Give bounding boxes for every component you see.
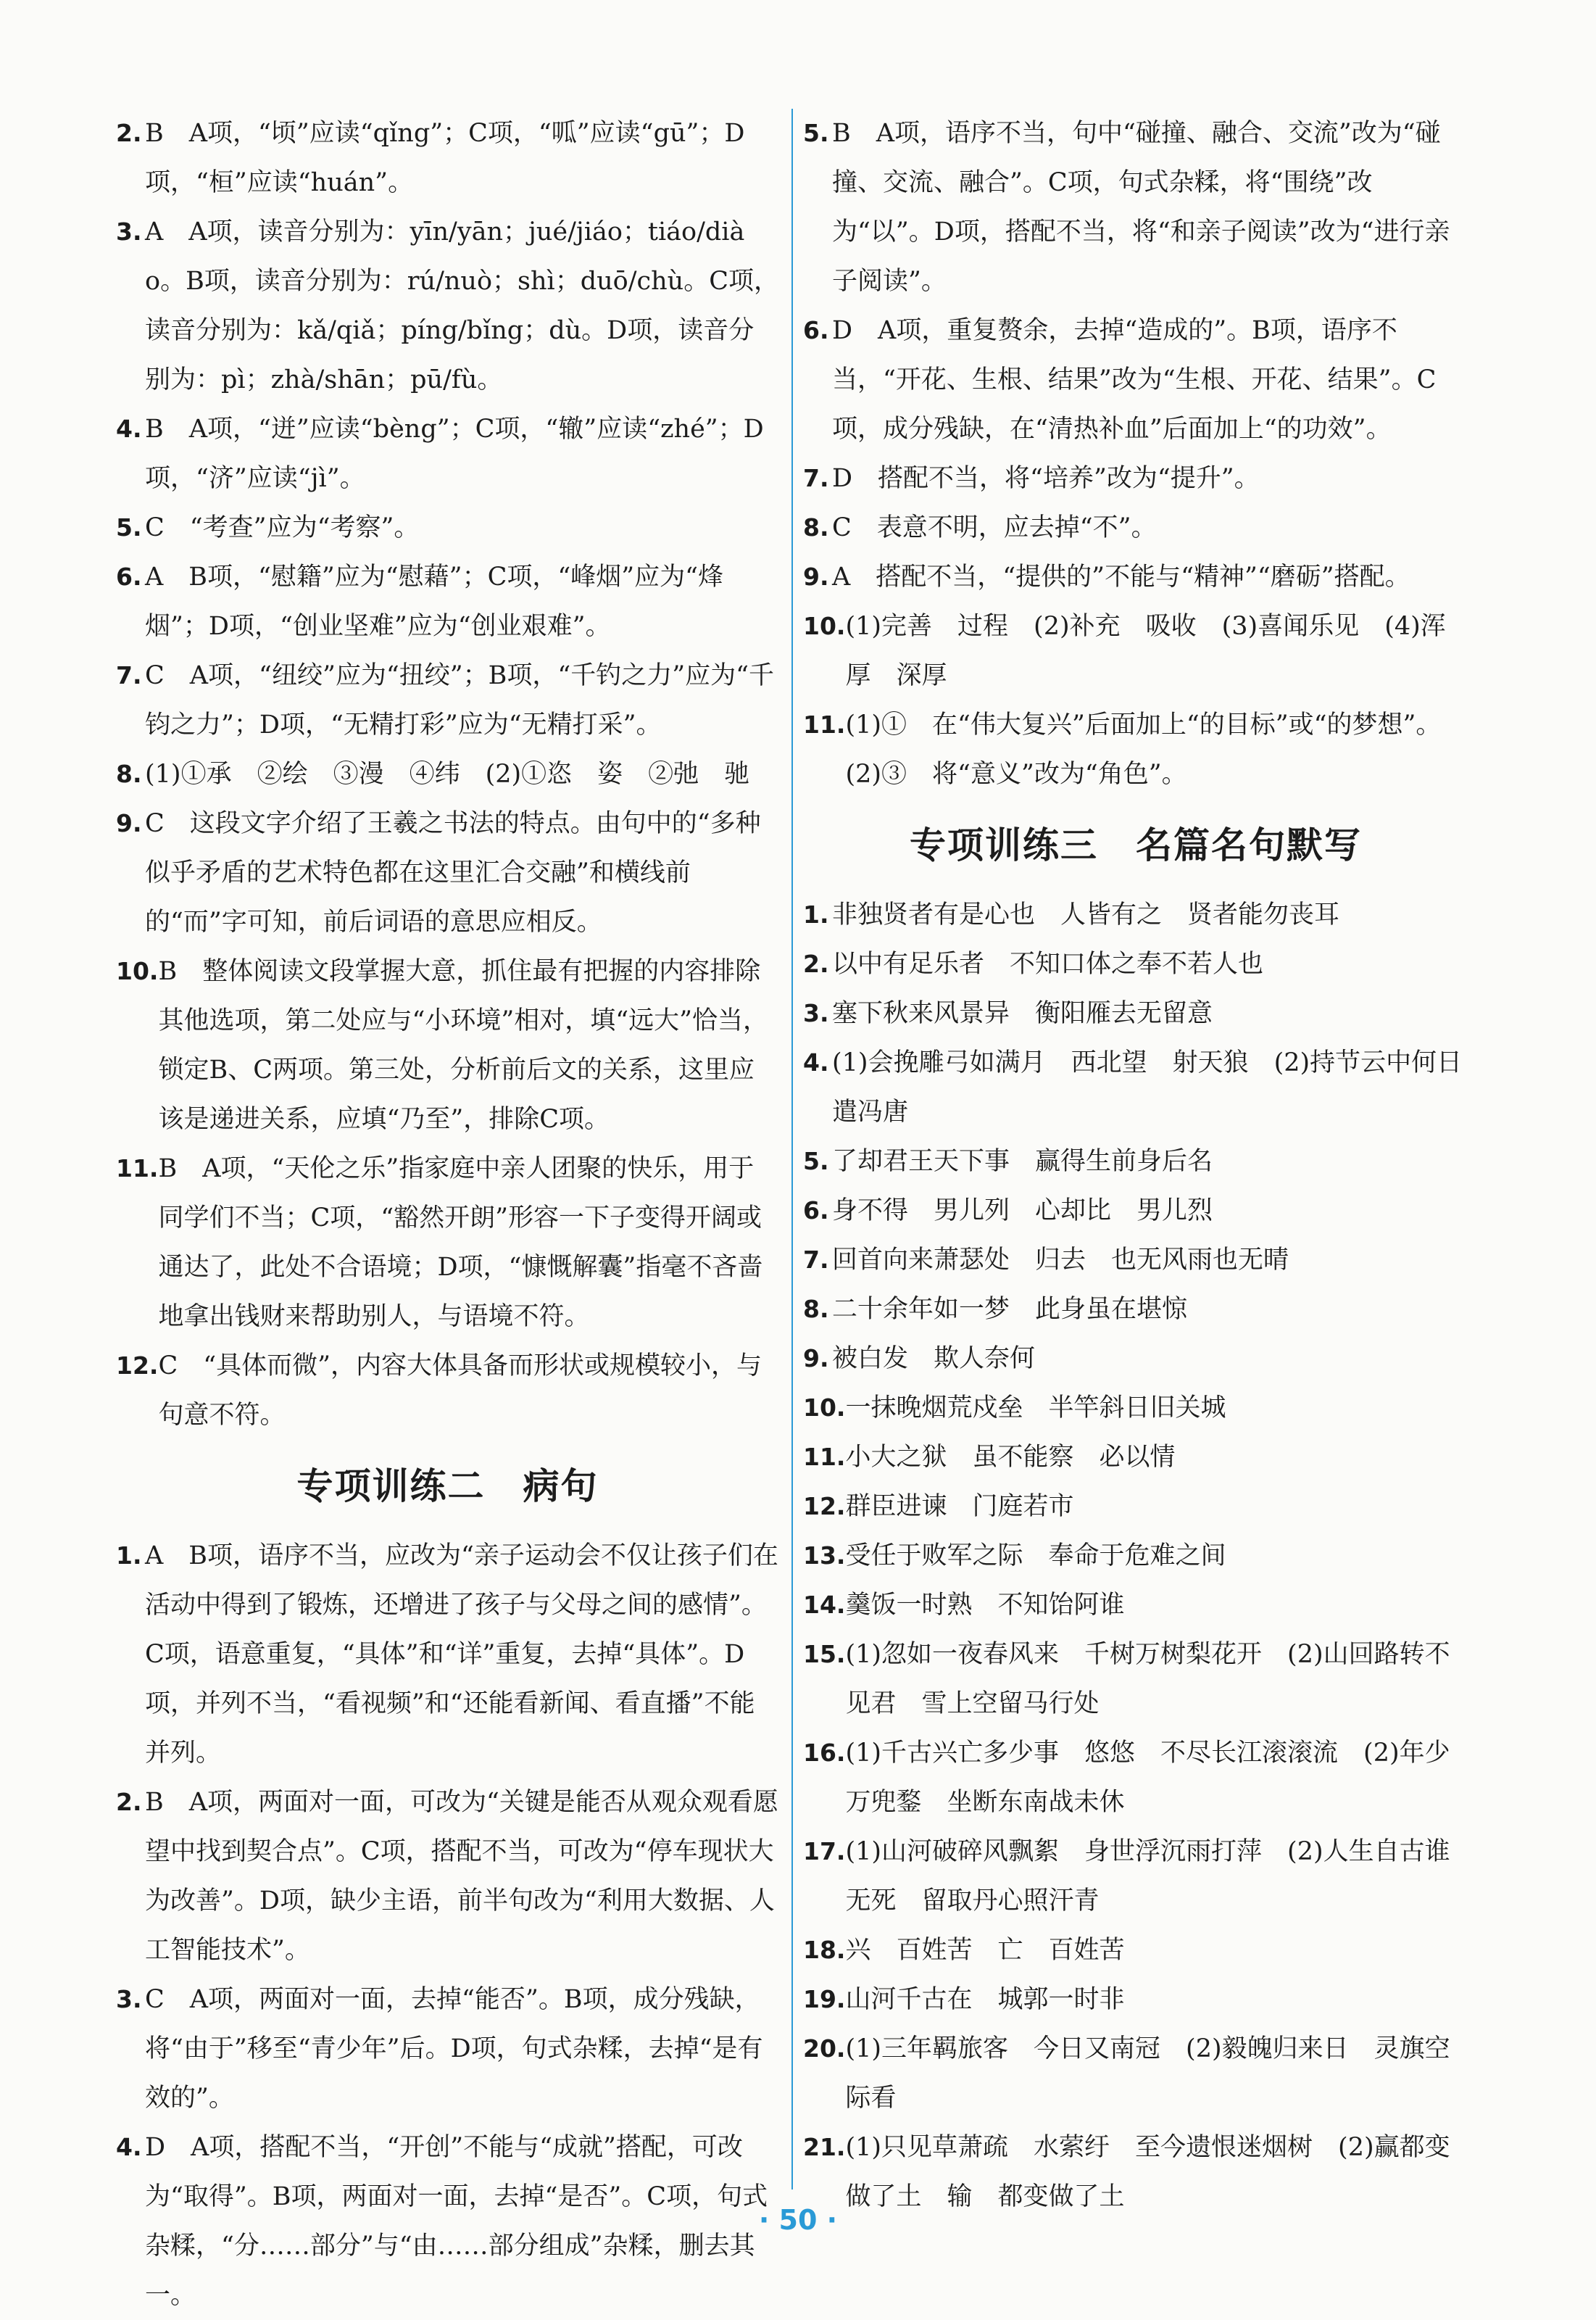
answer-number: 9.: [803, 563, 829, 591]
right-column: [803, 109, 1468, 2221]
answer-text: (1)只见草萧疏 水萦纡 至今遗恨迷烟树 (2)赢都变做了土 输 都变做了土: [845, 2133, 1450, 2211]
answer-item: [803, 989, 1468, 1038]
answer-text: (1)忽如一夜春风来 千树万树梨花开 (2)山回路转不见君 雪上空留马行处: [845, 1640, 1450, 1718]
answer-number: 8.: [803, 1295, 829, 1323]
answer-item: [803, 1580, 1468, 1630]
answer-number: 6.: [116, 563, 142, 591]
answer-number: 15.: [803, 1640, 846, 1668]
section-title-sick-sentences: 专项训练二 病句: [296, 1465, 599, 1507]
answer-item: [116, 1341, 779, 1440]
answer-number: 13.: [803, 1541, 846, 1570]
answer-number: 3.: [116, 1985, 142, 2013]
answer-text: 身不得 男儿列 心却比 男儿烈: [832, 1196, 1213, 1225]
answer-number: 7.: [803, 1246, 829, 1274]
left-column: [116, 109, 779, 2320]
answer-number: 11.: [803, 710, 846, 739]
answer-text: 塞下秋来风景异 衡阳雁去无留意: [832, 999, 1213, 1028]
answer-item: [803, 1531, 1468, 1580]
answer-number: 3.: [116, 218, 142, 246]
answer-item: [116, 750, 779, 799]
answer-item: [803, 1038, 1468, 1137]
answer-number: 14.: [803, 1591, 846, 1619]
answer-number: 6.: [803, 1196, 829, 1225]
answer-text: (1)完善 过程 (2)补充 吸收 (3)喜闻乐见 (4)浑厚 深厚: [845, 612, 1446, 690]
answer-number: 21.: [803, 2133, 846, 2161]
answer-text: 以中有足乐者 不知口体之奉不若人也: [832, 950, 1264, 979]
answer-text: 兴 百姓苦 亡 百姓苦: [845, 1936, 1125, 1965]
answer-text: 二十余年如一梦 此身虽在堪惊: [832, 1295, 1188, 1324]
answer-number: 5.: [803, 119, 829, 147]
answer-item: [116, 405, 779, 503]
answer-number: 12.: [803, 1492, 846, 1520]
answer-item: [116, 1531, 779, 1778]
answer-number: 2.: [803, 950, 829, 978]
answer-number: 11.: [803, 1443, 846, 1471]
answer-item: [116, 503, 779, 552]
answer-item: [803, 1975, 1468, 2024]
answer-number: 10.: [116, 957, 159, 985]
answer-text: C 这段文字介绍了王羲之书法的特点。由句中的“多种似乎矛盾的艺术特色都在这里汇合交融”和横线前的“而”字可知，前后词语的意思应相反。: [145, 809, 761, 937]
answer-item: [116, 207, 779, 405]
answer-text: A 搭配不当，“提供的”不能与“精神”“磨砺”搭配。: [832, 563, 1410, 592]
answer-text: 一抹晚烟荒戍垒 半竿斜日旧关城: [845, 1393, 1226, 1422]
answer-item: [803, 890, 1468, 940]
answer-item: [803, 602, 1468, 700]
answer-text: 山河千古在 城郭一时非: [845, 1985, 1125, 2014]
answer-item: [803, 1285, 1468, 1334]
answer-item: [803, 1334, 1468, 1383]
answer-item: [116, 109, 779, 207]
answer-number: 11.: [116, 1154, 159, 1182]
answer-number: 12.: [116, 1351, 159, 1380]
answer-number: 20.: [803, 2034, 846, 2063]
answer-text: (1)千古兴亡多少事 悠悠 不尽长江滚滚流 (2)年少万兜鍪 坐断东南战未休: [845, 1739, 1450, 1817]
section-title-famous-lines: 专项训练三 名篇名句默写: [910, 824, 1362, 866]
answer-item: [116, 552, 779, 651]
answer-number: 10.: [803, 612, 846, 640]
answer-item: [803, 1137, 1468, 1186]
answer-text: 羹饭一时熟 不知饴阿谁: [845, 1591, 1125, 1620]
answer-item: [116, 799, 779, 947]
answer-text: (1)三年羁旅客 今日又南冠 (2)毅魄归来日 灵旗空际看: [845, 2034, 1450, 2113]
answer-text: D A项，重复赘余，去掉“造成的”。B项，语序不当，“开花、生根、结果”改为“生根、开花、结果”。C项，成分残缺，在“清热补血”后面加上“的功效”。: [832, 316, 1437, 444]
answer-text: B A项，“顷”应读“qǐng”；C项，“呱”应读“gū”；D项，“桓”应读“huán”。: [145, 119, 745, 197]
answer-list-sick-sentences: [116, 1531, 779, 2320]
answer-number: 16.: [803, 1739, 846, 1767]
answer-text: A A项，读音分别为：yīn/yān；jué/jiáo；tiáo/diào。B项，读音分别为：rú/nuò；shì；duō/chù。C项，读音分别为：kǎ/qiǎ；píng/bǐng；dù。D项，读音分别为：pì；zhà/shān；pū/fù。: [145, 218, 779, 394]
answer-item: [803, 306, 1468, 454]
answer-number: 5.: [803, 1147, 829, 1175]
answer-list-sick-sentences-continued: [803, 109, 1468, 799]
answer-text: 被白发 欺人奈何: [832, 1344, 1036, 1373]
answer-number: 2.: [116, 1788, 142, 1816]
answer-text: C A项，两面对一面，去掉“能否”。B项，成分残缺，将“由于”移至“青少年”后。D项，句式杂糅，去掉“是有效的”。: [145, 1985, 763, 2113]
answer-text: 受任于败军之际 奉命于危难之间: [845, 1541, 1226, 1570]
answer-number: 9.: [116, 809, 142, 837]
answer-item: [116, 1778, 779, 1975]
answer-item: [803, 1827, 1468, 1926]
answer-number: 17.: [803, 1837, 846, 1865]
answer-text: 回首向来萧瑟处 归去 也无风雨也无晴: [832, 1246, 1289, 1275]
answer-number: 6.: [803, 316, 829, 344]
answer-item: [803, 1433, 1468, 1482]
answer-number: 19.: [803, 1985, 846, 2013]
column-divider: [791, 109, 793, 2190]
answer-text: (1)① 在“伟大复兴”后面加上“的目标”或“的梦想”。(2)③ 将“意义”改为“角色”。: [845, 710, 1442, 789]
answer-item: [803, 1235, 1468, 1285]
answer-text: B A项，两面对一面，可改为“关键是能否从观众观看愿望中找到契合点”。C项，搭配不当，可改为“停车现状大为改善”。D项，缺少主语，前半句改为“利用大数据、人工智能技术”。: [145, 1788, 778, 1965]
answer-number: 7.: [803, 464, 829, 492]
answer-number: 4.: [116, 2133, 142, 2161]
answer-item: [116, 1144, 779, 1341]
answer-text: D 搭配不当，将“培养”改为“提升”。: [832, 464, 1260, 493]
answer-text: (1)山河破碎风飘絮 身世浮沉雨打萍 (2)人生自古谁无死 留取丹心照汗青: [845, 1837, 1450, 1915]
answer-item: [116, 947, 779, 1144]
answer-item: [116, 651, 779, 750]
answer-item: [803, 1383, 1468, 1433]
answer-text: A B项，语序不当，应改为“亲子运动会不仅让孩子们在活动中得到了锻炼，还增进了孩子与父母之间的感情”。C项，语意重复，“具体”和“详”重复，去掉“具体”。D项，并列不当，“看视频”和“还能看新闻、看直播”不能并列。: [145, 1541, 778, 1768]
answer-number: 10.: [803, 1393, 846, 1422]
answer-number: 4.: [803, 1048, 829, 1077]
answer-text: A B项，“慰籍”应为“慰藉”；C项，“峰烟”应为“烽烟”；D项，“创业坚难”应为“创业艰难”。: [145, 563, 724, 641]
answer-item: [803, 1728, 1468, 1827]
answer-text: C “具体而微”，内容大体具备而形状或规模较小，与句意不符。: [158, 1351, 762, 1430]
answer-list-spelling: [116, 109, 779, 1440]
answer-item: [803, 552, 1468, 602]
answer-text: (1)①承 ②绘 ③漫 ④纬 (2)①恣 姿 ②弛 驰: [145, 760, 750, 789]
answer-text: 非独贤者有是心也 人皆有之 贤者能勿丧耳: [832, 900, 1340, 929]
answer-item: [116, 1975, 779, 2123]
answer-text: 群臣进谏 门庭若市: [845, 1492, 1074, 1521]
answer-item: [803, 1482, 1468, 1531]
answer-text: 了却君王天下事 赢得生前身后名: [832, 1147, 1213, 1176]
answer-number: 9.: [803, 1344, 829, 1372]
answer-item: [803, 2024, 1468, 2123]
answer-text: (1)会挽雕弓如满月 西北望 射天狼 (2)持节云中何日遣冯唐: [832, 1048, 1463, 1127]
answer-item: [803, 454, 1468, 503]
answer-number: 8.: [803, 513, 829, 542]
answer-item: [803, 503, 1468, 552]
page-number: · 50 ·: [758, 2204, 838, 2236]
answer-text: B A项，“迸”应读“bèng”；C项，“辙”应读“zhé”；D项，“济”应读“jì”。: [145, 415, 764, 493]
answer-text: B A项，“天伦之乐”指家庭中亲人团聚的快乐，用于同学们不当；C项，“豁然开朗”形容一下子变得开阔或通达了，此处不合语境；D项，“慷慨解囊”指毫不吝啬地拿出钱财来帮助别人，与语境不符。: [158, 1154, 763, 1331]
answer-item: [803, 1186, 1468, 1235]
answer-number: 1.: [803, 900, 829, 929]
answer-item: [803, 940, 1468, 989]
answer-number: 7.: [116, 661, 142, 689]
answer-item: [803, 109, 1468, 306]
answer-text: C “考查”应为“考察”。: [145, 513, 420, 542]
answer-number: 8.: [116, 760, 142, 788]
answer-text: C 表意不明，应去掉“不”。: [832, 513, 1157, 542]
answer-text: B A项，语序不当，句中“碰撞、融合、交流”改为“碰撞、交流、融合”。C项，句式杂糅，将“围绕”改为“以”。D项，搭配不当，将“和亲子阅读”改为“进行亲子阅读”。: [832, 119, 1450, 296]
answer-item: [803, 1926, 1468, 1975]
answer-number: 1.: [116, 1541, 142, 1570]
answer-text: 小大之狱 虽不能察 必以情: [845, 1443, 1176, 1472]
answer-text: B 整体阅读文段掌握大意，抓住最有把握的内容排除其他选项，第二处应与“小环境”相对，填“远大”恰当，锁定B、C两项。第三处，分析前后文的关系，这里应该是递进关系，应填“乃至”，排除C项。: [158, 957, 769, 1134]
answer-number: 3.: [803, 999, 829, 1027]
answer-item: [803, 1630, 1468, 1728]
answer-item: [803, 700, 1468, 799]
answer-text: C A项，“纽绞”应为“扭绞”；B项，“千钓之力”应为“千钧之力”；D项，“无精打彩”应为“无精打采”。: [145, 661, 775, 740]
answer-number: 5.: [116, 513, 142, 542]
answer-list-famous-lines: [803, 890, 1468, 2221]
answer-text: D A项，搭配不当，“开创”不能与“成就”搭配，可改为“取得”。B项，两面对一面，去掉“是否”。C项，句式杂糅，“分……部分”与“由……部分组成”杂糅，删去其一。: [145, 2133, 768, 2310]
answer-number: 18.: [803, 1936, 846, 1964]
answer-number: 2.: [116, 119, 142, 147]
answer-number: 4.: [116, 415, 142, 443]
